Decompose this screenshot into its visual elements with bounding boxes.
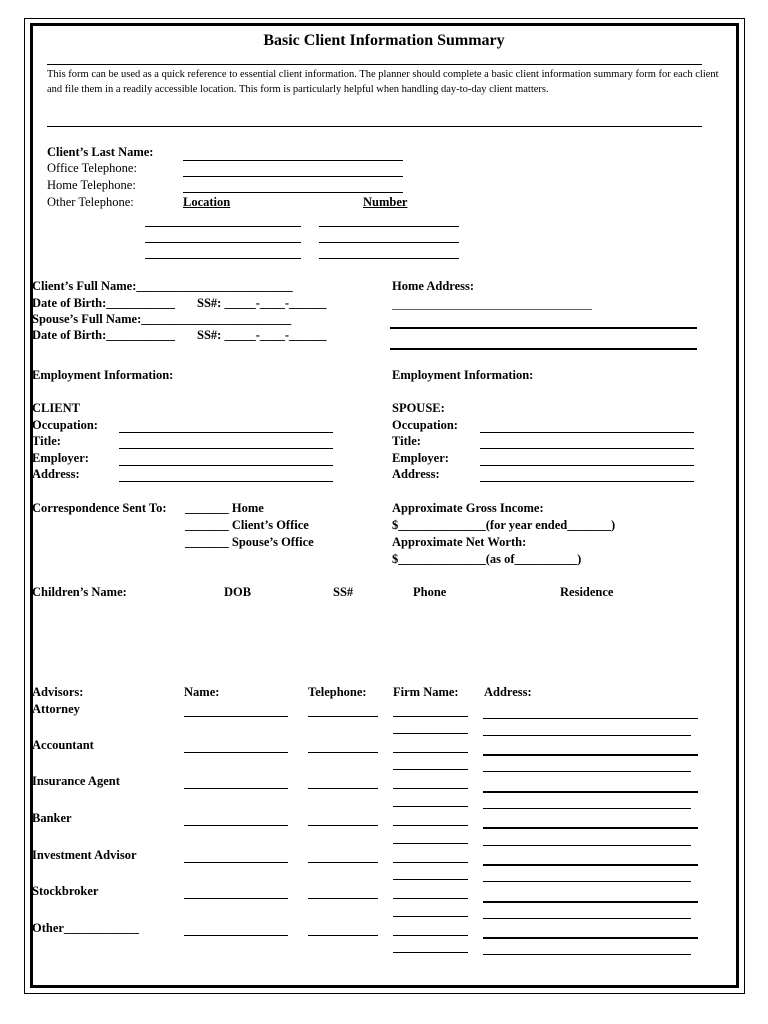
advisor-firm-field[interactable] [393, 825, 468, 826]
advisor-firm-field[interactable] [393, 952, 468, 953]
children-dob-header: DOB [224, 585, 252, 599]
advisor-attorney: Attorney [32, 702, 80, 716]
client-full-name[interactable]: Client’s Full Name:_________________________ [32, 279, 293, 293]
advisor-address-field[interactable] [483, 808, 691, 809]
employer-field[interactable] [119, 465, 333, 466]
advisor-address-field[interactable] [483, 771, 691, 772]
advisor-telephone-field[interactable] [308, 898, 378, 899]
employer-label: Employer: [32, 451, 89, 465]
advisor-accountant: Accountant [32, 738, 94, 752]
location-field[interactable] [145, 242, 301, 243]
address-label: Address: [32, 467, 80, 481]
net-worth-label: Approximate Net Worth: [392, 535, 527, 549]
correspondence-spouses-office[interactable]: _______ Spouse’s Office [185, 535, 314, 549]
advisor-firm-field[interactable] [393, 752, 468, 753]
advisors-telephone-header: Telephone: [308, 685, 367, 699]
gross-income-label: Approximate Gross Income: [392, 501, 544, 515]
advisor-address-field[interactable] [483, 954, 691, 955]
advisor-telephone-field[interactable] [308, 862, 378, 863]
advisor-address-field[interactable] [483, 918, 691, 919]
advisor-address-field[interactable] [483, 791, 698, 793]
spouse-label: SPOUSE: [392, 401, 445, 415]
advisor-address-field[interactable] [483, 718, 698, 719]
spouse-employer-label: Employer: [392, 451, 449, 465]
location-header: Location [183, 195, 231, 209]
employment-heading-client: Employment Information: [32, 368, 174, 382]
advisor-firm-field[interactable] [393, 935, 468, 936]
advisor-investment-advisor: Investment Advisor [32, 848, 137, 862]
advisor-address-field[interactable] [483, 845, 691, 846]
spouse-occupation-field[interactable] [480, 432, 694, 433]
divider [47, 64, 702, 65]
net-worth-field[interactable]: $______________(as of__________) [392, 552, 582, 566]
advisor-firm-field[interactable] [393, 716, 468, 717]
home-telephone-field[interactable] [183, 192, 403, 193]
advisor-name-field[interactable] [184, 788, 288, 789]
other-telephone-label: Other Telephone: [47, 195, 134, 209]
advisor-address-field[interactable] [483, 881, 691, 882]
advisor-firm-field[interactable] [393, 879, 468, 880]
intro-paragraph: This form can be used as a quick reference to essential client information. The planner should complete a basic client information summary form for each client and file them in a readily accessible location. This form is particularly helpful when handling day-to-day client matters. [47, 69, 719, 95]
children-ss-header: SS# [333, 585, 354, 599]
advisor-name-field[interactable] [184, 752, 288, 753]
advisors-firm-header: Firm Name: [393, 685, 459, 699]
advisor-firm-field[interactable] [393, 862, 468, 863]
home-address-label: Home Address: [392, 279, 475, 293]
children-name-header: Children’s Name: [32, 585, 127, 599]
occupation-field[interactable] [119, 432, 333, 433]
gross-income-field[interactable]: $______________(for year ended_______) [392, 518, 616, 532]
title-field[interactable] [119, 448, 333, 449]
advisor-name-field[interactable] [184, 898, 288, 899]
advisor-address-field[interactable] [483, 735, 691, 736]
advisor-name-field[interactable] [184, 825, 288, 826]
home-address-field[interactable] [390, 348, 697, 350]
spouse-address-label: Address: [392, 467, 440, 481]
last-name-label: Client’s Last Name: [47, 145, 154, 159]
advisor-firm-field[interactable] [393, 806, 468, 807]
number-field[interactable] [319, 226, 459, 227]
advisor-name-field[interactable] [184, 716, 288, 717]
advisor-telephone-field[interactable] [308, 825, 378, 826]
occupation-label: Occupation: [32, 418, 98, 432]
advisor-firm-field[interactable] [393, 898, 468, 899]
spouse-dob[interactable]: Date of Birth:___________ [32, 328, 176, 342]
correspondence-clients-office[interactable]: _______ Client’s Office [185, 518, 309, 532]
children-residence-header: Residence [560, 585, 614, 599]
client-ss[interactable]: SS#: _____-____-______ [197, 296, 327, 310]
advisor-address-field[interactable] [483, 937, 698, 939]
spouse-employer-field[interactable] [480, 465, 694, 466]
spouse-occupation-label: Occupation: [392, 418, 458, 432]
home-address-field[interactable]: ________________________________ [392, 297, 592, 311]
title-label: Title: [32, 434, 61, 448]
spouse-title-field[interactable] [480, 448, 694, 449]
home-telephone-label: Home Telephone: [47, 178, 136, 192]
advisor-telephone-field[interactable] [308, 935, 378, 936]
home-address-field[interactable] [390, 327, 697, 329]
location-field[interactable] [145, 226, 301, 227]
advisors-address-header: Address: [484, 685, 532, 699]
advisors-name-header: Name: [184, 685, 220, 699]
advisor-insurance-agent: Insurance Agent [32, 774, 120, 788]
location-field[interactable] [145, 258, 301, 259]
spouse-full-name[interactable]: Spouse’s Full Name:________________________ [32, 312, 292, 326]
office-telephone-label: Office Telephone: [47, 161, 137, 175]
advisor-firm-field[interactable] [393, 769, 468, 770]
correspondence-label: Correspondence Sent To: [32, 501, 167, 515]
advisor-firm-field[interactable] [393, 843, 468, 844]
number-field[interactable] [319, 258, 459, 259]
client-dob[interactable]: Date of Birth:___________ [32, 296, 176, 310]
spouse-ss[interactable]: SS#: _____-____-______ [197, 328, 327, 342]
advisor-address-field[interactable] [483, 864, 698, 866]
advisor-name-field[interactable] [184, 862, 288, 863]
client-label: CLIENT [32, 401, 80, 415]
advisor-telephone-field[interactable] [308, 716, 378, 717]
advisor-telephone-field[interactable] [308, 788, 378, 789]
advisor-firm-field[interactable] [393, 916, 468, 917]
employment-heading-spouse: Employment Information: [392, 368, 534, 382]
advisor-banker: Banker [32, 811, 72, 825]
advisor-other[interactable]: Other____________ [32, 921, 139, 935]
office-telephone-field[interactable] [183, 176, 403, 177]
advisors-header: Advisors: [32, 685, 84, 699]
correspondence-home[interactable]: _______ Home [185, 501, 264, 515]
divider [47, 126, 702, 127]
last-name-field[interactable] [183, 160, 403, 161]
children-phone-header: Phone [413, 585, 447, 599]
spouse-address-field[interactable] [480, 481, 694, 482]
advisor-stockbroker: Stockbroker [32, 884, 99, 898]
spouse-title-label: Title: [392, 434, 421, 448]
advisor-address-field[interactable] [483, 901, 698, 903]
number-header: Number [363, 195, 408, 209]
address-field[interactable] [119, 481, 333, 482]
advisor-telephone-field[interactable] [308, 752, 378, 753]
advisor-firm-field[interactable] [393, 733, 468, 734]
number-field[interactable] [319, 242, 459, 243]
advisor-name-field[interactable] [184, 935, 288, 936]
advisor-address-field[interactable] [483, 754, 698, 756]
page-title: Basic Client Information Summary [263, 32, 505, 49]
advisor-address-field[interactable] [483, 827, 698, 829]
advisor-firm-field[interactable] [393, 788, 468, 789]
